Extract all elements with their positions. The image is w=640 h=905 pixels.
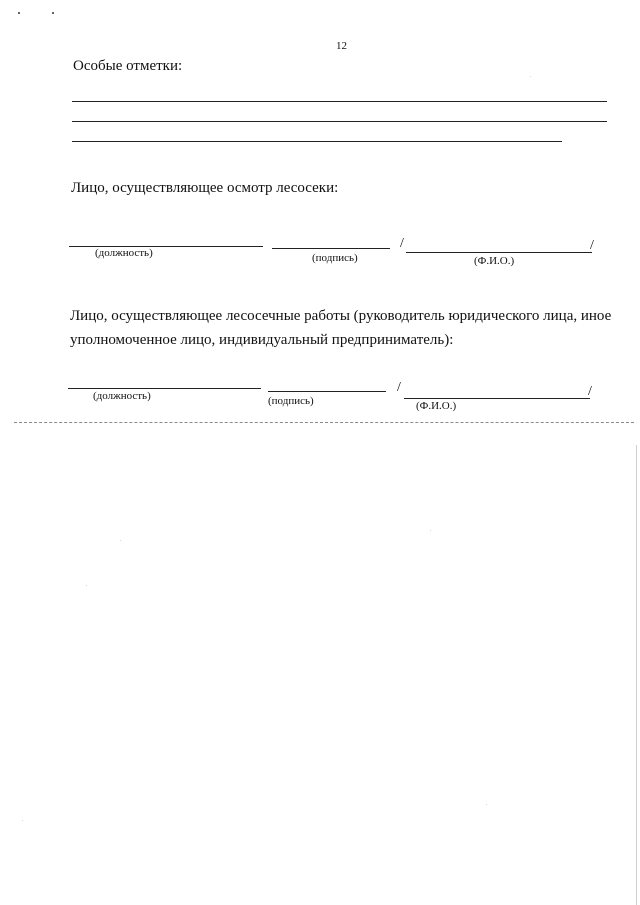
notes-line-3 [72,141,562,142]
inspector-heading: Лицо, осуществляющее осмотр лесосеки: [71,180,339,196]
operator-position-caption: (должность) [93,390,151,402]
inspector-signature-line [272,248,390,249]
scan-edge-line [636,445,637,905]
operator-signature-caption: (подпись) [268,395,314,407]
inspector-name-line [406,252,592,253]
operator-heading: Лицо, осуществляющее лесосечные работы (руководитель юридического лица, иное уполномоченное лицо, индивидуальный предприниматель): [70,308,612,348]
scan-speck [86,585,87,586]
operator-position-line [68,388,261,389]
page-number: 12 [336,40,347,52]
inspector-slash-left: / [400,236,404,251]
operator-slash-left: / [397,380,401,395]
operator-name-line [404,398,590,399]
inspector-signature-caption: (подпись) [312,252,358,264]
scan-speck [486,804,487,805]
notes-line-2 [72,121,607,122]
operator-slash-right: / [588,384,592,399]
inspector-slash-right: / [590,238,594,253]
page-cut-line [14,422,634,423]
scan-speck [18,12,20,14]
scan-speck [120,540,121,541]
scan-speck [52,12,54,14]
scan-speck [430,530,431,531]
notes-line-1 [72,101,607,102]
operator-name-caption: (Ф.И.О.) [416,400,457,412]
inspector-name-caption: (Ф.И.О.) [474,255,515,267]
special-notes-label: Особые отметки: [73,58,183,74]
scan-speck [22,820,23,821]
scan-speck [530,76,531,77]
inspector-position-caption: (должность) [95,247,153,259]
operator-signature-line [268,391,386,392]
